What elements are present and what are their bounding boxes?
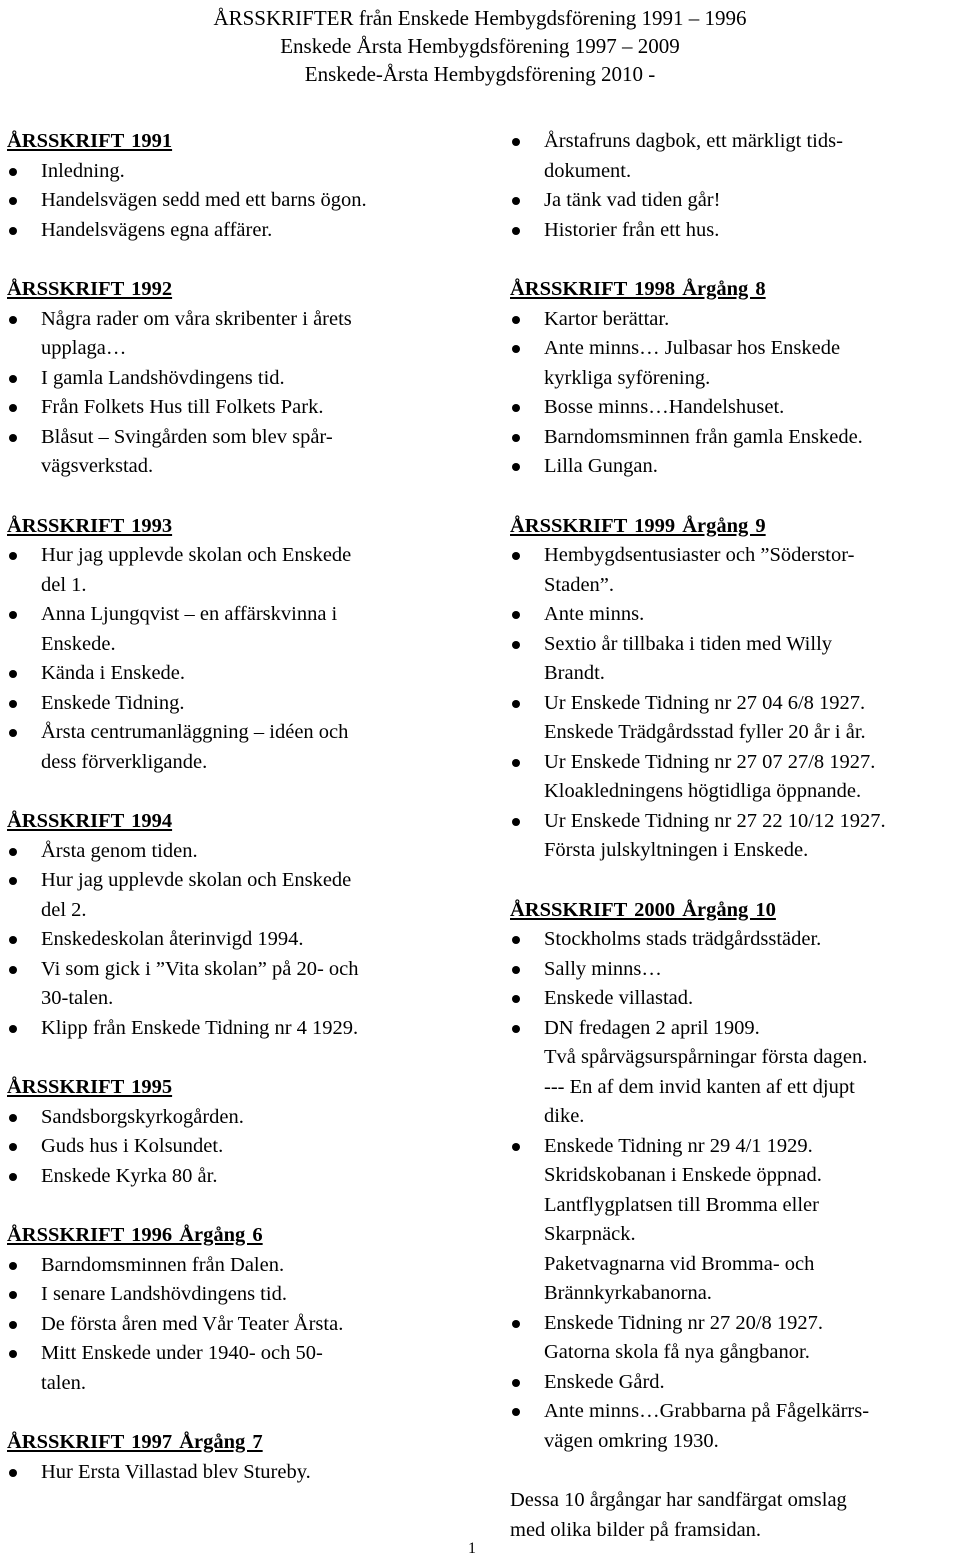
list-item xyxy=(7,186,447,216)
closing-note-line: Dessa 10 årgångar har sandfärgat omslag xyxy=(510,1489,847,1511)
bullet-icon xyxy=(9,434,17,442)
item-text: Enskede Tidning nr 29 4/1 1929. xyxy=(544,1134,813,1157)
list-item xyxy=(7,364,447,394)
item-text: talen. xyxy=(41,1371,86,1394)
item-text: Bosse minns…Handelshuset. xyxy=(544,396,785,418)
list-item xyxy=(7,541,447,600)
item-text: Ja tänk vad tiden går! xyxy=(544,189,721,211)
list-item xyxy=(7,1458,447,1488)
list-item xyxy=(510,630,955,689)
item-text: I gamla Landshövdingens tid. xyxy=(41,366,285,389)
list-item xyxy=(510,541,955,600)
list-item xyxy=(7,689,447,719)
item-text: dess förverkligande. xyxy=(41,750,208,773)
list-item xyxy=(7,600,447,659)
item-text: --- En af dem invid kanten af ett djupt xyxy=(544,1075,855,1098)
item-text: Hur Ersta Villastad blev Stureby. xyxy=(41,1460,311,1483)
item-text: Mitt Enskede under 1940- och 50- xyxy=(41,1342,323,1364)
item-text: Ur Enskede Tidning nr 27 04 6/8 1927. xyxy=(544,691,866,714)
bullet-icon xyxy=(9,227,17,235)
item-text: Historier från ett hus. xyxy=(544,218,720,241)
bullet-icon xyxy=(9,552,17,560)
bullet-icon xyxy=(9,1114,17,1122)
bullet-icon xyxy=(9,1173,17,1181)
section-heading: ÅRSSKRIFT 1997 Årgång 7 xyxy=(7,1431,263,1453)
bullet-icon xyxy=(9,1350,17,1358)
bullet-icon xyxy=(512,818,520,826)
item-text: Enskede Tidning. xyxy=(41,691,185,714)
closing-note-line: med olika bilder på framsidan. xyxy=(510,1518,762,1541)
section-list xyxy=(7,1103,447,1192)
bullet-icon xyxy=(9,1025,17,1033)
list-item xyxy=(7,1103,447,1133)
list-item xyxy=(7,216,447,246)
right-column xyxy=(510,127,955,1545)
continued-list xyxy=(510,127,955,245)
item-text: Handelsvägen sedd med ett barns ögon. xyxy=(41,189,367,211)
bullet-icon xyxy=(512,345,520,353)
bullet-icon xyxy=(512,197,520,205)
list-item xyxy=(510,1014,955,1132)
bullet-icon xyxy=(9,611,17,619)
list-item xyxy=(510,452,955,482)
item-text: Sandsborgskyrkogården. xyxy=(41,1105,244,1128)
page-number: 1 xyxy=(468,1540,476,1557)
item-text: Brännkyrkabanorna. xyxy=(544,1282,712,1304)
list-item xyxy=(510,807,955,866)
item-text: kyrkliga syförening. xyxy=(544,366,711,389)
list-item xyxy=(510,186,955,216)
section-heading: ÅRSSKRIFT 1994 xyxy=(7,810,173,832)
item-text: Inledning. xyxy=(41,159,125,182)
section-list xyxy=(7,1458,447,1488)
item-text: Skridskobanan i Enskede öppnad. xyxy=(544,1164,822,1186)
list-item xyxy=(510,423,955,453)
item-text: Barndomsminnen från Dalen. xyxy=(41,1253,285,1276)
item-text: Barndomsminnen från gamla Enskede. xyxy=(544,425,863,448)
item-text: I senare Landshövdingens tid. xyxy=(41,1283,287,1305)
bullet-icon xyxy=(9,1262,17,1270)
bullet-icon xyxy=(512,227,520,235)
list-item xyxy=(510,984,955,1014)
list-item xyxy=(7,718,447,777)
header-line-1: ÅRSSKRIFTER från Enskede Hembygdsförening 1991 – 1996 xyxy=(213,6,747,30)
section-heading: ÅRSSKRIFT 1998 Årgång 8 xyxy=(510,278,766,300)
item-text: Första julskyltningen i Enskede. xyxy=(544,839,809,861)
list-item xyxy=(7,1280,447,1310)
bullet-icon xyxy=(512,1379,520,1387)
item-text: Två spårvägsurspårningar första dagen. xyxy=(544,1046,868,1068)
item-text: del 1. xyxy=(41,573,87,596)
list-item xyxy=(7,659,447,689)
bullet-icon xyxy=(9,936,17,944)
list-item xyxy=(7,1132,447,1162)
item-text: Kända i Enskede. xyxy=(41,662,186,684)
section-list xyxy=(7,837,447,1044)
bullet-icon xyxy=(9,877,17,885)
bullet-icon xyxy=(512,434,520,442)
bullet-icon xyxy=(9,700,17,708)
item-text: Anna Ljungqvist – en affärskvinna i xyxy=(41,603,338,625)
section-list xyxy=(510,305,955,482)
list-item xyxy=(7,157,447,187)
bullet-icon xyxy=(9,848,17,856)
item-text: Årsta centrumanläggning – idéen och xyxy=(41,721,349,743)
bullet-icon xyxy=(512,611,520,619)
item-text: Årstafruns dagbok, ett märkligt tids- xyxy=(544,130,843,152)
list-item xyxy=(510,1397,955,1456)
section-list xyxy=(510,925,955,1456)
list-item xyxy=(510,600,955,630)
item-text: Brandt. xyxy=(544,662,605,684)
section-heading: ÅRSSKRIFT 1999 Årgång 9 xyxy=(510,514,766,537)
list-item xyxy=(510,748,955,807)
item-text: Enskede. xyxy=(41,632,116,655)
header-line-3: Enskede-Årsta Hembygdsförening 2010 - xyxy=(304,62,656,86)
item-text: Enskede Kyrka 80 år. xyxy=(41,1164,218,1187)
item-text: Ur Enskede Tidning nr 27 22 10/12 1927. xyxy=(544,809,886,832)
list-item xyxy=(7,393,447,423)
list-item xyxy=(510,305,955,335)
bullet-icon xyxy=(512,316,520,324)
item-text: 30-talen. xyxy=(41,987,114,1009)
item-text: Kloakledningens högtidliga öppnande. xyxy=(544,780,862,802)
item-text: dike. xyxy=(544,1105,585,1127)
bullet-icon xyxy=(9,316,17,324)
item-text: Lilla Gungan. xyxy=(544,455,658,477)
list-item xyxy=(510,334,955,393)
bullet-icon xyxy=(9,168,17,176)
item-text: Gatorna skola få nya gångbanor. xyxy=(544,1341,810,1363)
item-text: DN fredagen 2 april 1909. xyxy=(544,1016,760,1039)
bullet-icon xyxy=(9,375,17,383)
item-text: Från Folkets Hus till Folkets Park. xyxy=(41,396,324,418)
section-list xyxy=(7,305,447,482)
item-text: Ante minns. xyxy=(544,603,645,625)
bullet-icon xyxy=(9,1291,17,1299)
list-item xyxy=(7,866,447,925)
list-item xyxy=(7,1339,447,1398)
section-heading: ÅRSSKRIFT 1995 xyxy=(7,1076,173,1098)
bullet-icon xyxy=(512,404,520,412)
item-text: Ur Enskede Tidning nr 27 07 27/8 1927. xyxy=(544,750,876,773)
item-text: Enskede villastad. xyxy=(544,987,694,1009)
right-sections xyxy=(510,275,955,1456)
item-text: Paketvagnarna vid Bromma- och xyxy=(544,1252,815,1275)
item-text: De första åren med Vår Teater Årsta. xyxy=(41,1312,344,1335)
item-text: Klipp från Enskede Tidning nr 4 1929. xyxy=(41,1016,359,1039)
bullet-icon xyxy=(9,1321,17,1329)
bullet-icon xyxy=(512,1320,520,1328)
section-heading: ÅRSSKRIFT 1996 Årgång 6 xyxy=(7,1224,263,1246)
bullet-icon xyxy=(512,552,520,560)
item-text: Handelsvägens egna affärer. xyxy=(41,218,273,241)
item-text: upplaga… xyxy=(41,337,127,359)
bullet-icon xyxy=(512,966,520,974)
bullet-icon xyxy=(512,1025,520,1033)
item-text: Blåsut – Svingården som blev spår- xyxy=(41,425,333,448)
list-item xyxy=(510,689,955,748)
bullet-icon xyxy=(512,995,520,1003)
list-item xyxy=(510,955,955,985)
item-text: Enskede Tidning nr 27 20/8 1927. xyxy=(544,1311,824,1334)
item-text: Sextio år tillbaka i tiden med Willy xyxy=(544,632,833,655)
bullet-icon xyxy=(9,670,17,678)
bullet-icon xyxy=(512,936,520,944)
item-text: Skarpnäck. xyxy=(544,1223,636,1245)
item-text: Ante minns…Grabbarna på Fågelkärrs- xyxy=(544,1400,870,1422)
item-text: Vi som gick i ”Vita skolan” på 20- och xyxy=(41,957,359,980)
section-list xyxy=(7,541,447,777)
left-column xyxy=(7,127,447,1487)
list-item xyxy=(7,1014,447,1044)
closing-note xyxy=(510,1486,955,1545)
item-text: Enskedeskolan återinvigd 1994. xyxy=(41,928,304,950)
bullet-icon xyxy=(9,197,17,205)
item-text: Guds hus i Kolsundet. xyxy=(41,1135,224,1157)
list-item xyxy=(7,1310,447,1340)
section-heading: ÅRSSKRIFT 1993 xyxy=(7,514,173,537)
item-text: vägen omkring 1930. xyxy=(544,1429,719,1452)
item-text: dokument. xyxy=(544,159,632,182)
list-item xyxy=(510,1132,955,1309)
item-text: Enskede Gård. xyxy=(544,1370,665,1393)
item-text: Staden”. xyxy=(544,573,615,596)
list-item xyxy=(7,837,447,867)
item-text: Några rader om våra skribenter i årets xyxy=(41,307,352,330)
item-text: Årsta genom tiden. xyxy=(41,839,198,862)
item-text: Lantflygplatsen till Bromma eller xyxy=(544,1193,819,1216)
list-item xyxy=(7,955,447,1014)
section-list xyxy=(510,541,955,866)
item-text: Hur jag upplevde skolan och Enskede xyxy=(41,544,352,566)
list-item xyxy=(510,216,955,246)
item-text: Ante minns… Julbasar hos Enskede xyxy=(544,337,841,359)
section-list xyxy=(7,1251,447,1399)
bullet-icon xyxy=(512,759,520,767)
item-text: Kartor berättar. xyxy=(544,307,670,330)
bullet-icon xyxy=(9,1143,17,1151)
section-list xyxy=(7,157,447,246)
list-item xyxy=(7,1162,447,1192)
bullet-icon xyxy=(512,1143,520,1151)
bullet-icon xyxy=(9,966,17,974)
list-item xyxy=(510,925,955,955)
header-line-2: Enskede Årsta Hembygdsförening 1997 – 2009 xyxy=(280,34,680,58)
bullet-icon xyxy=(9,1469,17,1477)
list-item xyxy=(7,925,447,955)
bullet-icon xyxy=(9,729,17,737)
item-text: Enskede Trädgårdsstad fyller 20 år i år. xyxy=(544,721,866,743)
list-item xyxy=(510,1309,955,1368)
list-item xyxy=(510,1368,955,1398)
bullet-icon xyxy=(512,138,520,146)
list-item xyxy=(7,1251,447,1281)
list-item xyxy=(510,393,955,423)
item-text: Hur jag upplevde skolan och Enskede xyxy=(41,869,352,891)
bullet-icon xyxy=(512,463,520,471)
section-heading: ÅRSSKRIFT 1992 xyxy=(7,278,173,300)
list-item xyxy=(7,305,447,364)
item-text: Hembygdsentusiaster och ”Söderstor- xyxy=(544,544,855,566)
document-header xyxy=(0,4,960,88)
item-text: del 2. xyxy=(41,898,87,921)
bullet-icon xyxy=(512,641,520,649)
item-text: vägsverkstad. xyxy=(41,455,154,477)
item-text: Sally minns… xyxy=(544,957,662,980)
bullet-icon xyxy=(512,1408,520,1416)
item-text: Stockholms stads trädgårdsstäder. xyxy=(544,928,822,950)
list-item xyxy=(510,127,955,186)
list-item xyxy=(7,423,447,482)
section-heading: ÅRSSKRIFT 2000 Årgång 10 xyxy=(510,898,776,921)
section-heading: ÅRSSKRIFT 1991 xyxy=(7,130,173,152)
bullet-icon xyxy=(512,700,520,708)
bullet-icon xyxy=(9,404,17,412)
